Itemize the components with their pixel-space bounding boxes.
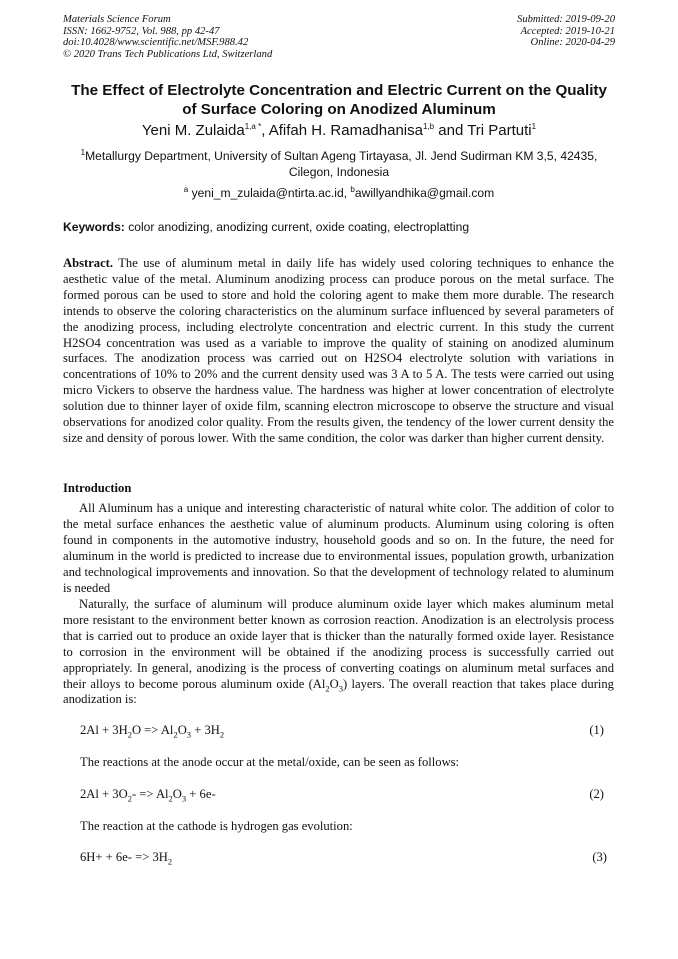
- paper-title: The Effect of Electrolyte Concentration and Electric Current on the Quality of Surface Coloring on Anodized Aluminum: [71, 82, 607, 118]
- author-emails: [63, 186, 615, 201]
- equation-number: (3): [592, 850, 607, 864]
- keywords-text: color anodizing, anodizing current, oxide coating, electroplatting: [124, 220, 470, 234]
- eq-text: 6H+ + 6e- => 3H: [80, 850, 168, 864]
- cathode-reaction-text: The reaction at the cathode is hydrogen gas evolution:: [80, 819, 353, 833]
- keywords-label: Keywords:: [63, 220, 125, 234]
- author-separator: ,: [261, 122, 269, 139]
- eq-text: - => Al: [131, 787, 169, 801]
- author-list: [63, 122, 615, 140]
- author-affil-sup: 1,b: [422, 122, 435, 131]
- abstract: [63, 256, 614, 447]
- eq-text: + 3H: [191, 723, 220, 737]
- author-affil-sup: 1,a *: [244, 122, 262, 131]
- abstract-text: The use of aluminum metal in daily life has widely used coloring techniques to enhance the aesthetic value of the metal. Aluminum anodizing process can produce porous on the metal surface. The formed porous can be used to store and hold the coloring agent to make them more durable. The research intends to observe the coloring characteristics on the aluminum surface influenced by several parameters of the anodizing process, including electrolyte concentration and electric current. In this study the current H2SO4 concentration was used as a variable to improve the quality of staining on anodized aluminum surfaces. The anodization process was carried out on H2SO4 electrolyte solution with variations in concentrations of 10% to 20% and the current density used was 3 A to 5 A. The tests were carried out using micro Vickers to observe the hardness value. The hardness was higher at lower concentration of electrolyte solution due to thinner layer of oxide film, scanning electron microscope to observe the structure and visual observations for anodized color quality. From the results given, the tendency of the lower current density the size and density of porous lower. With the same condition, the color was darker than higher current density.: [63, 256, 614, 445]
- submission-dates: [517, 14, 615, 49]
- author-name: Afifah H. Ramadhanisa: [268, 122, 423, 139]
- author-name: Tri Partuti: [467, 122, 532, 139]
- subscript: 2: [168, 793, 173, 804]
- subscript: 2: [173, 729, 178, 740]
- eq-text: O: [177, 723, 187, 737]
- copyright: © 2020 Trans Tech Publications Ltd, Switzerland: [63, 48, 273, 60]
- equation-number: (2): [589, 787, 604, 801]
- accepted-date: Accepted: 2019-10-21: [520, 25, 615, 37]
- eq-text: + 6e-: [186, 787, 216, 801]
- equation-3: [80, 850, 607, 867]
- eq-text: 2Al + 3O: [80, 787, 128, 801]
- email-sup: b: [350, 184, 355, 194]
- subscript: 2: [325, 683, 330, 694]
- eq-text: O: [172, 787, 182, 801]
- intro-paragraph-2: [63, 597, 614, 708]
- subscript: 2: [127, 729, 132, 740]
- keywords: [63, 220, 615, 235]
- issn: ISSN: 1662-9752, Vol. 988, pp 42-47: [63, 25, 220, 37]
- author-name: Yeni M. Zulaida: [141, 122, 245, 139]
- email-b[interactable]: awillyandhika@gmail.com: [354, 186, 495, 200]
- author-separator: and: [434, 122, 468, 139]
- affiliation: [63, 148, 615, 180]
- subscript: 3: [338, 683, 344, 694]
- subscript: 2: [167, 856, 173, 867]
- anode-reaction-text: The reactions at the anode occur at the metal/oxide, can be seen as follows:: [80, 755, 460, 769]
- journal-name: Materials Science Forum: [63, 14, 171, 25]
- email-a[interactable]: yeni_m_zulaida@ntirta.ac.id,: [188, 186, 351, 200]
- equation-2: [80, 787, 604, 802]
- section-heading-introduction: Introduction: [63, 481, 132, 495]
- subscript: 2: [127, 793, 132, 804]
- submitted-date: Submitted: 2019-09-20: [517, 14, 615, 25]
- intro-p2-text: Naturally, the surface of aluminum will produce aluminum oxide layer which makes aluminum metal more resistant to the environment better known as corrosion reaction. Anodization is an electrolysis process that is carried out to produce an oxide layer that is thicker than the naturally formed oxide layer. Resistance to corrosion in the environment will be obtained if the anodizing process is successfully carried out appropriately. In general, anodizing is the process of converting coatings on aluminum metal surfaces and their alloys to become porous aluminum oxide (Al: [63, 597, 614, 691]
- intro-p2-text: O: [329, 676, 339, 691]
- intro-paragraph-1: All Aluminum has a unique and interesting characteristic of natural white color. The addition of color to the metal surface enhances the aesthetic value of aluminum products. Aluminum using coloring is often found in components in the automotive industry, household goods and so on. In the future, the need for aluminum in the world is predicted to increase due to environmental issues, population growth, urbanization and technological improvements and innovation. So that the development of technology related to aluminum is needed: [63, 501, 614, 595]
- subscript: 3: [186, 729, 192, 740]
- eq-text: 2Al + 3H: [80, 723, 128, 737]
- journal-info: [63, 14, 272, 60]
- subscript: 2: [219, 729, 225, 740]
- affiliation-sup: 1: [80, 147, 86, 157]
- equation-number: (1): [589, 723, 604, 737]
- doi: doi:10.4028/www.scientific.net/MSF.988.42: [63, 37, 249, 48]
- author-affil-sup: 1: [531, 122, 537, 131]
- eq-text: O => Al: [131, 723, 174, 737]
- affiliation-text: Metallurgy Department, University of Sultan Ageng Tirtayasa, Jl. Jend Sudirman KM 3,5, 42435, Cilegon, Indonesia: [85, 149, 598, 179]
- abstract-label: Abstract.: [63, 256, 114, 270]
- email-sup: a: [183, 184, 189, 194]
- intro-p2-text: ) layers. The overall reaction that takes place during anodization is:: [63, 676, 614, 707]
- subscript: 3: [181, 793, 187, 804]
- equation-1: [80, 723, 604, 738]
- online-date: Online: 2020-04-29: [530, 37, 615, 48]
